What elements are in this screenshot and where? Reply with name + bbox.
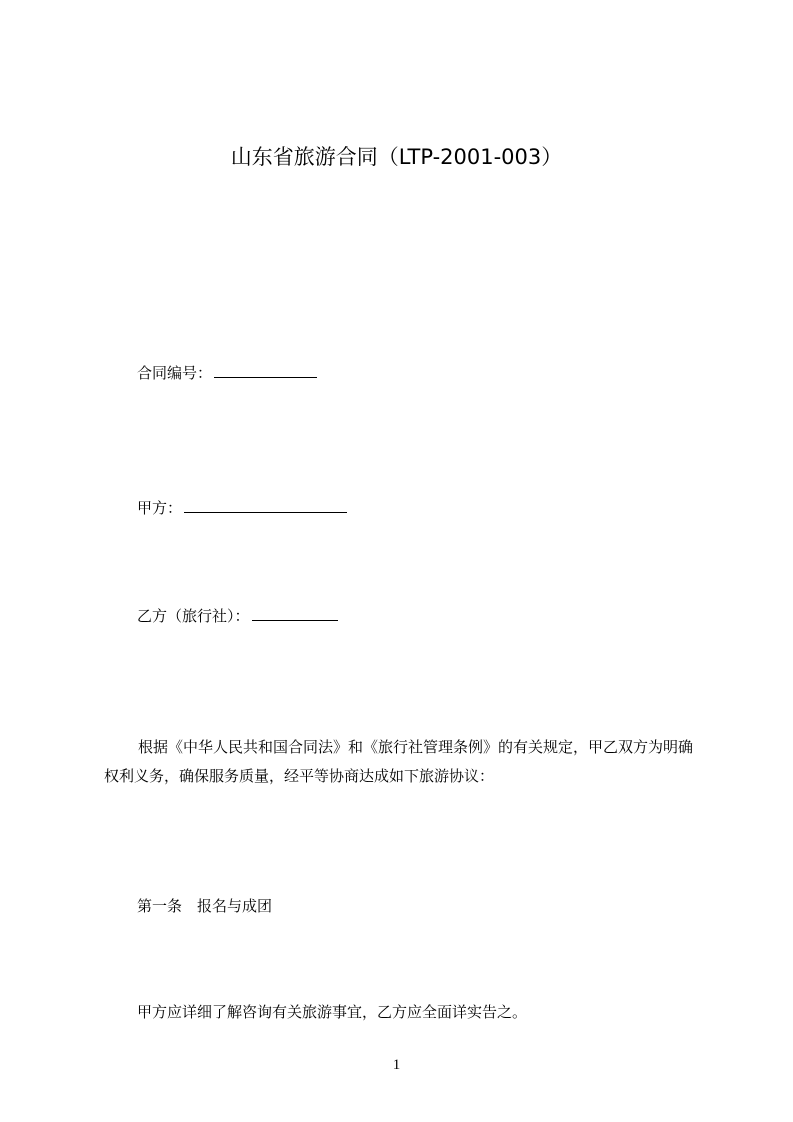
contract-number-blank	[214, 362, 317, 378]
preamble-paragraph: 根据《中华人民共和国合同法》和《旅行社管理条例》的有关规定，甲乙双方为明确权利义务，确保服务质量，经平等协商达成如下旅游协议：	[104, 738, 694, 785]
article-1-text: 甲方应详细了解咨询有关旅游事宜，乙方应全面详实告之。	[137, 1003, 528, 1021]
party-b-line	[137, 605, 338, 627]
contract-number-line	[137, 362, 317, 384]
party-b-blank	[252, 605, 338, 621]
party-a-line	[137, 497, 347, 519]
page-number: 1	[392, 1057, 401, 1073]
party-b-label: 乙方（旅行社）：	[137, 607, 250, 625]
party-a-blank	[184, 497, 347, 513]
article-1-heading: 第一条 报名与成团	[137, 897, 273, 915]
party-a-label: 甲方：	[137, 499, 183, 517]
contract-title: 山东省旅游合同（LTP-2001-003）	[230, 145, 563, 169]
contract-number-label: 合同编号：	[137, 364, 213, 382]
